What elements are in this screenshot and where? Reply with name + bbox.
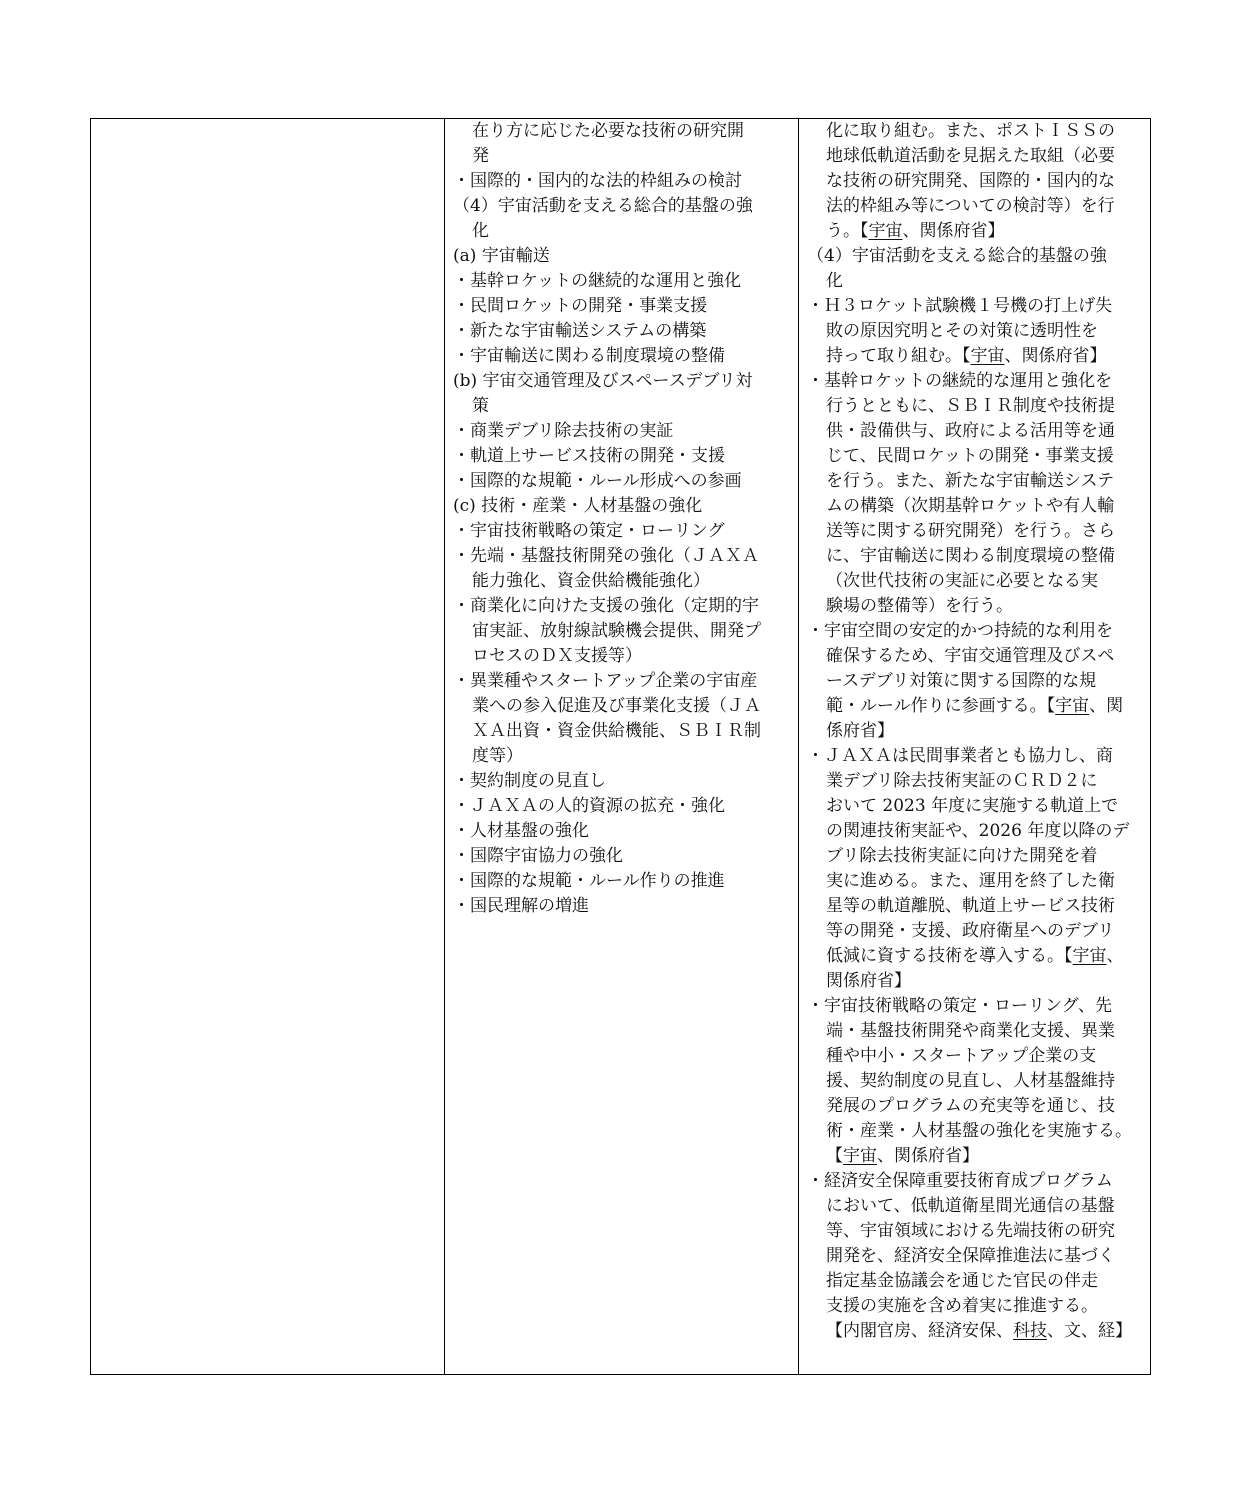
text-line xyxy=(453,319,788,344)
text-span: 援、契約制度の見直し、人材基盤維持 xyxy=(826,1071,1115,1091)
text-span: 業デブリ除去技術実証のＣＲＤ２に xyxy=(826,771,1098,791)
text-line xyxy=(453,869,788,894)
text-line xyxy=(453,744,788,769)
text-line xyxy=(807,994,1142,1019)
underlined-ministry-name: 宇宙 xyxy=(868,221,903,241)
text-line xyxy=(453,819,788,844)
text-line xyxy=(807,1244,1142,1269)
text-span: 星等の軌道離脱、軌道上サービス技術 xyxy=(826,896,1115,916)
text-span: 発 xyxy=(472,146,489,166)
text-span: 、文、経】 xyxy=(1047,1321,1132,1341)
text-line xyxy=(807,644,1142,669)
text-line xyxy=(453,269,788,294)
text-span: 発展のプログラムの充実等を通じ、技 xyxy=(826,1096,1115,1116)
text-line xyxy=(453,169,788,194)
text-span: ・宇宙技術戦略の策定・ローリング xyxy=(453,521,725,541)
text-span: ・基幹ロケットの継続的な運用と強化を xyxy=(807,371,1113,391)
table-column-3 xyxy=(799,119,1150,1374)
text-line xyxy=(807,1019,1142,1044)
text-line xyxy=(453,494,788,519)
text-span: を行う。また、新たな宇宙輸送システ xyxy=(826,471,1115,491)
text-span: 係府省】 xyxy=(826,721,894,741)
text-line xyxy=(807,494,1142,519)
text-span: 低減に資する技術を導入する。【 xyxy=(826,946,1073,966)
text-line xyxy=(807,419,1142,444)
text-span: ・経済安全保障重要技術育成プログラム xyxy=(807,1171,1113,1191)
text-line xyxy=(807,769,1142,794)
text-span: 度等） xyxy=(472,746,523,766)
table-column-1 xyxy=(91,119,445,1374)
text-span: 確保するため、宇宙交通管理及びスペ xyxy=(826,646,1115,666)
text-span: 策 xyxy=(472,396,489,416)
text-line xyxy=(453,894,788,919)
text-span: （4）宇宙活動を支える総合的基盤の強 xyxy=(807,246,1107,266)
text-span: 化に取り組む。また、ポストＩＳＳの xyxy=(826,121,1115,141)
text-span: 【内閣官房、経済安保、 xyxy=(826,1321,1013,1341)
text-span: において、低軌道衛星間光通信の基盤 xyxy=(826,1196,1115,1216)
text-line xyxy=(807,1269,1142,1294)
text-span: 、関係府省】 xyxy=(1004,346,1107,366)
text-line xyxy=(807,619,1142,644)
text-line xyxy=(807,1069,1142,1094)
text-span: の関連技術実証や、2026 年度以降のデ xyxy=(826,821,1130,841)
text-span: 験場の整備等）を行う。 xyxy=(826,596,1013,616)
text-line xyxy=(807,369,1142,394)
text-span: ロセスのＤＸ支援等） xyxy=(472,646,642,666)
text-span: 範・ルール作りに参画する。【 xyxy=(826,696,1056,716)
text-span: ・商業化に向けた支援の強化（定期的宇 xyxy=(453,596,759,616)
text-line xyxy=(807,119,1142,144)
text-line xyxy=(807,719,1142,744)
text-line xyxy=(453,244,788,269)
text-line xyxy=(453,769,788,794)
text-span: ・新たな宇宙輸送システムの構築 xyxy=(453,321,707,341)
text-span: (a) 宇宙輸送 xyxy=(453,246,550,266)
text-line xyxy=(807,919,1142,944)
text-line xyxy=(807,594,1142,619)
text-span: ・国際宇宙協力の強化 xyxy=(453,846,623,866)
underlined-ministry-name: 宇宙 xyxy=(1072,946,1107,966)
text-line xyxy=(807,1144,1142,1169)
text-span: ・軌道上サービス技術の開発・支援 xyxy=(453,446,725,466)
document-table xyxy=(90,118,1151,1375)
text-span: 地球低軌道活動を見据えた取組（必要 xyxy=(826,146,1115,166)
text-line xyxy=(807,469,1142,494)
text-span: ・ＪＡＸＡの人的資源の拡充・強化 xyxy=(453,796,725,816)
text-span: ・宇宙空間の安定的かつ持続的な利用を xyxy=(807,621,1113,641)
text-line xyxy=(807,294,1142,319)
text-span: 術・産業・人材基盤の強化を実施する。 xyxy=(826,1121,1132,1141)
text-line xyxy=(807,894,1142,919)
text-span: ・人材基盤の強化 xyxy=(453,821,589,841)
text-line xyxy=(807,844,1142,869)
text-span: 能力強化、資金供給機能強化） xyxy=(472,571,710,591)
text-line xyxy=(453,719,788,744)
text-span: 持って取り組む。【 xyxy=(826,346,971,366)
text-span: ・民間ロケットの開発・事業支援 xyxy=(453,296,708,316)
text-line xyxy=(453,444,788,469)
text-span: 開発を、経済安全保障推進法に基づく xyxy=(826,1246,1115,1266)
text-span: ブリ除去技術実証に向けた開発を着 xyxy=(826,846,1098,866)
text-line xyxy=(807,869,1142,894)
text-line xyxy=(807,269,1142,294)
text-line xyxy=(807,194,1142,219)
text-line xyxy=(807,1094,1142,1119)
text-span: 在り方に応じた必要な技術の研究開 xyxy=(472,121,744,141)
text-span: 端・基盤技術開発や商業化支援、異業 xyxy=(826,1021,1115,1041)
text-line xyxy=(807,319,1142,344)
text-span: おいて 2023 年度に実施する軌道上で xyxy=(826,796,1119,816)
text-span: ・国際的・国内的な法的枠組みの検討 xyxy=(453,171,742,191)
text-line xyxy=(807,1194,1142,1219)
text-line xyxy=(807,219,1142,244)
table-column-2 xyxy=(445,119,799,1374)
text-line xyxy=(807,394,1142,419)
text-span: ・Ｈ３ロケット試験機１号機の打上げ失 xyxy=(807,296,1113,316)
text-span: (b) 宇宙交通管理及びスペースデブリ対 xyxy=(453,371,753,391)
text-line xyxy=(807,519,1142,544)
text-span: 指定基金協議会を通じた官民の伴走 xyxy=(826,1271,1098,1291)
text-span: じて、民間ロケットの開発・事業支援 xyxy=(826,446,1114,466)
text-span: ・先端・基盤技術開発の強化（ＪＡＸＡ xyxy=(453,546,759,566)
text-line xyxy=(807,1044,1142,1069)
text-span: 等の開発・支援、政府衛星へのデブリ xyxy=(826,921,1115,941)
text-span: ・商業デブリ除去技術の実証 xyxy=(453,421,674,441)
underlined-ministry-name: 科技 xyxy=(1013,1321,1047,1341)
text-span: 送等に関する研究開発）を行う。さら xyxy=(826,521,1115,541)
text-line xyxy=(453,669,788,694)
text-line xyxy=(453,369,788,394)
text-span: 支援の実施を含め着実に推進する。 xyxy=(826,1296,1098,1316)
text-line xyxy=(807,969,1142,994)
text-span: 、関係府省】 xyxy=(877,1146,979,1166)
text-line xyxy=(807,444,1142,469)
text-line xyxy=(807,1294,1142,1319)
text-span: ・ＪＡＸＡは民間事業者とも協力し、商 xyxy=(807,746,1113,766)
text-line xyxy=(807,1219,1142,1244)
text-span: ・国際的な規範・ルール作りの推進 xyxy=(453,871,725,891)
text-span: 化 xyxy=(826,271,843,291)
text-span: ・異業種やスタートアップ企業の宇宙産 xyxy=(453,671,758,691)
text-line xyxy=(807,1319,1142,1344)
text-span: 実に進める。また、運用を終了した衛 xyxy=(826,871,1115,891)
text-line xyxy=(807,544,1142,569)
text-span: ・基幹ロケットの継続的な運用と強化 xyxy=(453,271,742,291)
text-line xyxy=(453,619,788,644)
text-line xyxy=(453,794,788,819)
text-line xyxy=(807,944,1142,969)
text-span: う。【 xyxy=(826,221,869,241)
text-line xyxy=(453,144,788,169)
text-span: ・宇宙輸送に関わる制度環境の整備 xyxy=(453,346,725,366)
text-line xyxy=(453,644,788,669)
text-span: 法的枠組み等についての検討等）を行 xyxy=(826,196,1115,216)
underlined-ministry-name: 宇宙 xyxy=(1055,696,1090,716)
text-line xyxy=(807,1119,1142,1144)
text-span: ースデブリ対策に関する国際的な規 xyxy=(826,671,1097,691)
text-line xyxy=(453,219,788,244)
text-line xyxy=(453,569,788,594)
underlined-ministry-name: 宇宙 xyxy=(970,346,1005,366)
text-span: 関係府省】 xyxy=(826,971,911,991)
text-line xyxy=(807,144,1142,169)
text-span: 等、宇宙領域における先端技術の研究 xyxy=(826,1221,1115,1241)
text-span: 化 xyxy=(472,221,489,241)
text-line xyxy=(453,394,788,419)
text-span: ・国民理解の増進 xyxy=(453,896,589,916)
text-line xyxy=(453,119,788,144)
text-span: ・契約制度の見直し xyxy=(453,771,606,791)
text-span: 、関係府省】 xyxy=(902,221,1005,241)
text-span: 、関 xyxy=(1089,696,1124,716)
text-span: 業への参入促進及び事業化支援（ＪＡ xyxy=(472,696,761,716)
text-line xyxy=(453,194,788,219)
text-line xyxy=(453,694,788,719)
text-line xyxy=(453,344,788,369)
text-line xyxy=(807,669,1142,694)
text-span: 敗の原因究明とその対策に透明性を xyxy=(826,321,1098,341)
text-line xyxy=(807,344,1142,369)
text-line xyxy=(807,569,1142,594)
text-span: 宙実証、放射線試験機会提供、開発プ xyxy=(472,621,761,641)
text-span: ＸＡ出資・資金供給機能、ＳＢＩＲ制 xyxy=(472,721,761,741)
text-span: 種や中小・スタートアップ企業の支 xyxy=(826,1046,1097,1066)
text-line xyxy=(807,1169,1142,1194)
text-span: に、宇宙輸送に関わる制度環境の整備 xyxy=(826,546,1115,566)
text-span: ・宇宙技術戦略の策定・ローリング、先 xyxy=(807,996,1112,1016)
text-span: 行うとともに、ＳＢＩＲ制度や技術提 xyxy=(826,396,1115,416)
text-line xyxy=(453,294,788,319)
text-line xyxy=(807,819,1142,844)
text-line xyxy=(453,419,788,444)
text-span: 、 xyxy=(1106,946,1124,966)
text-line xyxy=(453,469,788,494)
text-span: 供・設備供与、政府による活用等を通 xyxy=(826,421,1115,441)
text-line xyxy=(807,169,1142,194)
text-span: 【 xyxy=(826,1146,843,1166)
text-line xyxy=(807,794,1142,819)
text-span: ・国際的な規範・ルール形成への参画 xyxy=(453,471,742,491)
text-line xyxy=(453,519,788,544)
text-span: (c) 技術・産業・人材基盤の強化 xyxy=(453,496,703,516)
text-span: （次世代技術の実証に必要となる実 xyxy=(826,571,1098,591)
text-line xyxy=(453,544,788,569)
text-span: （4）宇宙活動を支える総合的基盤の強 xyxy=(453,196,753,216)
underlined-ministry-name: 宇宙 xyxy=(843,1146,877,1166)
text-span: な技術の研究開発、国際的・国内的な xyxy=(826,171,1115,191)
text-line xyxy=(807,744,1142,769)
text-line xyxy=(807,694,1142,719)
text-line xyxy=(453,594,788,619)
text-span: ムの構築（次期基幹ロケットや有人輸 xyxy=(826,496,1115,516)
text-line xyxy=(453,844,788,869)
text-line xyxy=(807,244,1142,269)
